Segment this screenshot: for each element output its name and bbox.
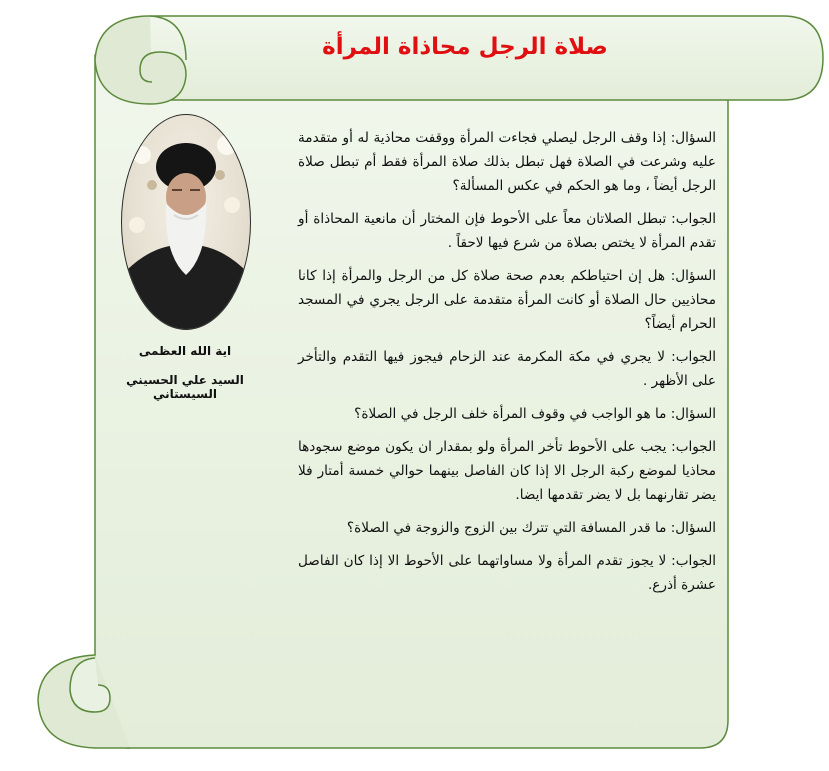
question-2: السؤال: هل إن احتياطكم بعدم صحة صلاة كل من الرجل والمرأة إذا كانا محاذيين حال الصلاة أو كانت المرأة متقدمة على الرجل يجري في المسجد الحرام أيضاً؟	[298, 268, 716, 332]
question-4: السؤال: ما قدر المسافة التي تترك بين الزوج والزوجة في الصلاة؟	[346, 520, 716, 536]
answer-1: الجواب: تبطل الصلاتان معاً على الأحوط فإن المختار أن مانعية المحاذاة أو تقدم المرأة لا يختص بصلاة من شرع فيها لاحقاً .	[298, 211, 716, 251]
qa-text-body	[298, 126, 716, 606]
portrait-caption-name: السيد علي الحسيني السيستاني	[126, 373, 244, 401]
portrait-icon	[122, 115, 250, 329]
answer-4: الجواب: لا يجوز تقدم المرأة ولا مساواتهما على الأحوط الا إذا كان الفاصل عشرة أذرع.	[298, 553, 716, 593]
page-title: صلاة الرجل محاذاة المرأة	[322, 34, 608, 60]
question-3: السؤال: ما هو الواجب في وقوف المرأة خلف الرجل في الصلاة؟	[354, 406, 716, 422]
answer-2: الجواب: لا يجري في مكة المكرمة عند الزحام فيجوز فيها التقدم والتأخر على الأظهر .	[298, 349, 716, 389]
portrait-photo	[121, 114, 251, 330]
portrait-caption-title: اية الله العظمى	[138, 344, 232, 358]
answer-3: الجواب: يجب على الأحوط تأخر المرأة ولو بمقدار ان يكون موضع سجودها محاذيا لموضع ركبة الرجل الا إذا كان الفاصل بينهما حوالي خمسة أمتار فلا يضر تقارنهما بل لا يضر تقدمها ايضا.	[298, 439, 716, 503]
question-1: السؤال: إذا وقف الرجل ليصلي فجاءت المرأة ووقفت محاذية له أو متقدمة عليه وشرعت في الصلاة فهل تبطل بذلك صلاة المرأة فقط أم تبطل صلاة الرجل أيضاً ، وما هو الحكم في عكس المسألة؟	[298, 130, 716, 194]
